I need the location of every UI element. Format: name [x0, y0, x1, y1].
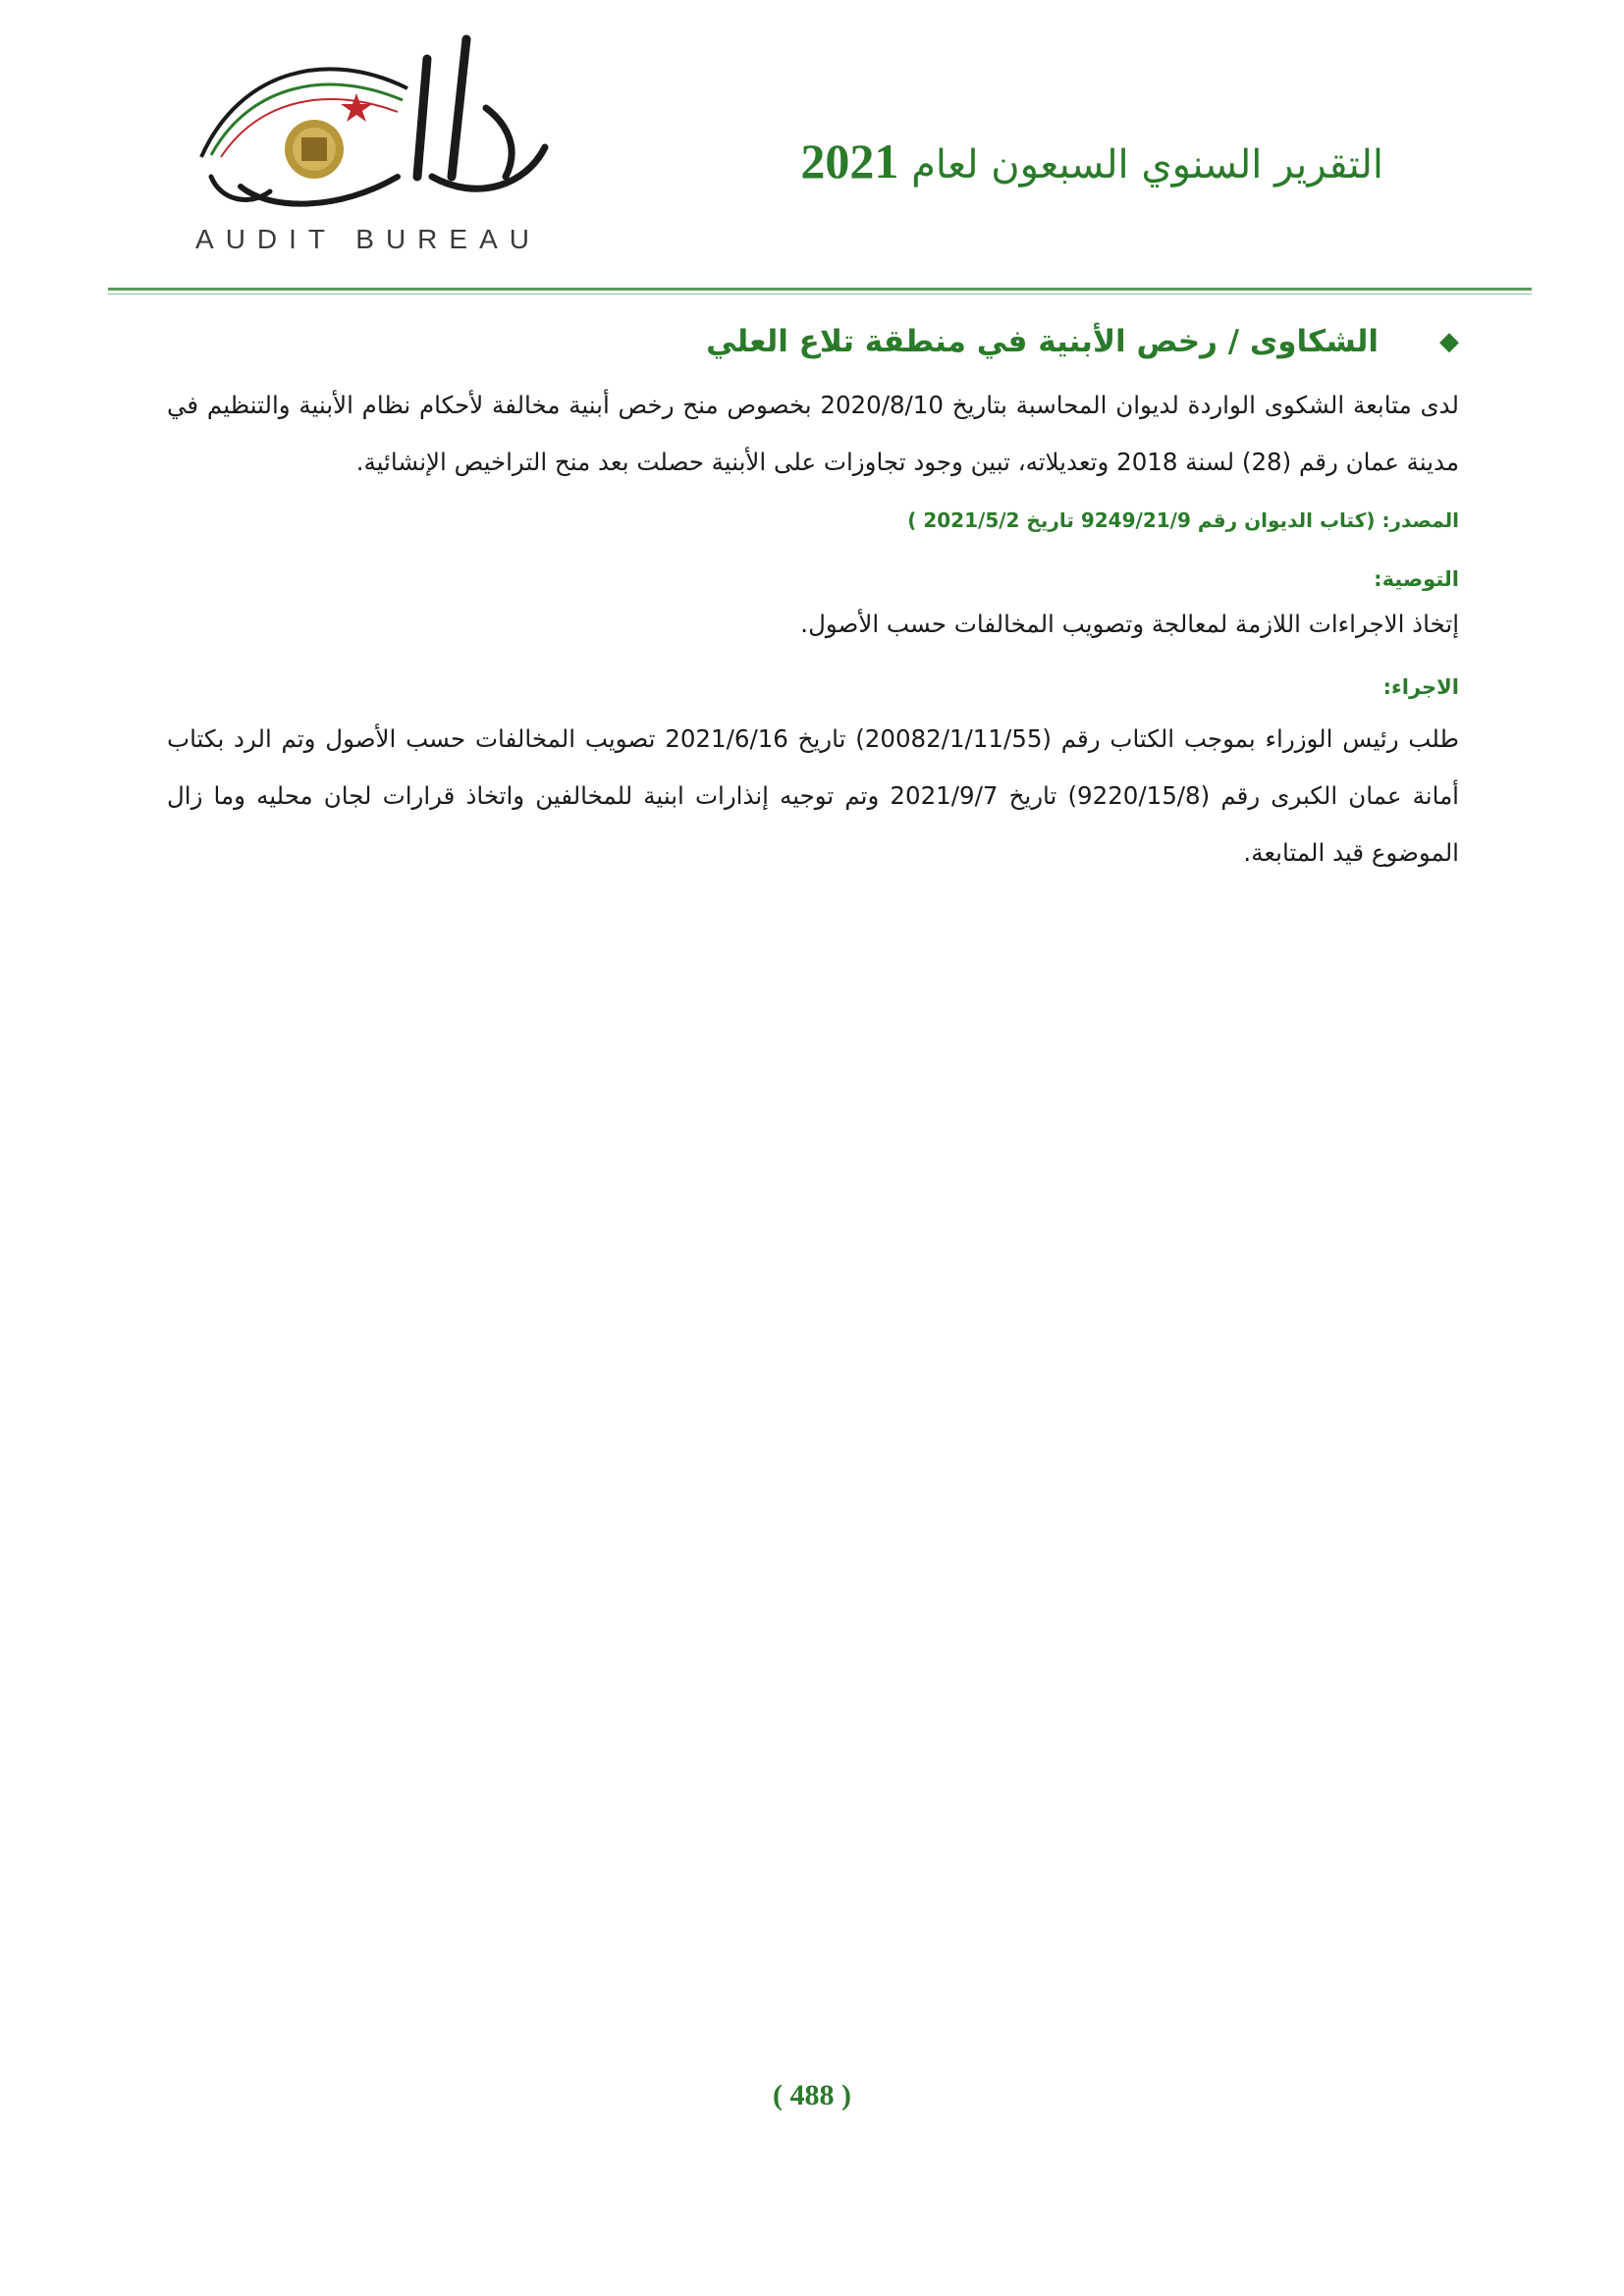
- audit-bureau-logo: [182, 29, 555, 260]
- page-number: ( 488 ): [773, 2079, 851, 2111]
- logo-subtitle: AUDIT BUREAU: [195, 224, 541, 254]
- report-title: [800, 133, 1383, 189]
- section-body: لدى متابعة الشكوى الواردة لديوان المحاسبة بتاريخ 2020/8/10 بخصوص منح رخص أبنية مخالفة لأحكام نظام الأبنية والتنظيم في مدينة عمان رقم (28) لسنة 2018 وتعديلاته، تبين وجود تجاوزات على الأبنية حصلت بعد منح التراخيص الإنشائية.: [167, 391, 1459, 476]
- action-text: طلب رئيس الوزراء بموجب الكتاب رقم (20082/1/11/55) تاريخ 2021/6/16 تصويب المخالفات حسب الأصول وتم الرد بكتاب أمانة عمان الكبرى رقم (9220/15/8) تاريخ 2021/9/7 وتم توجيه إنذارات ابنية للمخالفين واتخاذ قرارات لجان محليه وما زال الموضوع قيد المتابعة.: [167, 724, 1459, 867]
- header-divider: [108, 288, 1532, 291]
- report-title-text: التقرير السنوي السبعون لعام: [911, 142, 1383, 187]
- section-heading-text: الشكاوى / رخص الأبنية في منطقة تلاع العلي: [706, 324, 1379, 359]
- report-year: 2021: [800, 133, 899, 188]
- section-heading: [167, 312, 1459, 371]
- source-citation: المصدر: (كتاب الديوان رقم 9249/21/9 تاريخ 2021/5/2 ): [907, 508, 1459, 532]
- logo-emblem: [182, 29, 555, 226]
- recommendation-label: التوصية:: [1374, 567, 1459, 591]
- recommendation-text: إتخاذ الاجراءات اللازمة لمعالجة وتصويب المخالفات حسب الأصول.: [800, 610, 1459, 638]
- action-label: الاجراء:: [1382, 675, 1459, 699]
- page-content: [167, 312, 1459, 881]
- diamond-bullet-icon: ◆: [1439, 327, 1459, 356]
